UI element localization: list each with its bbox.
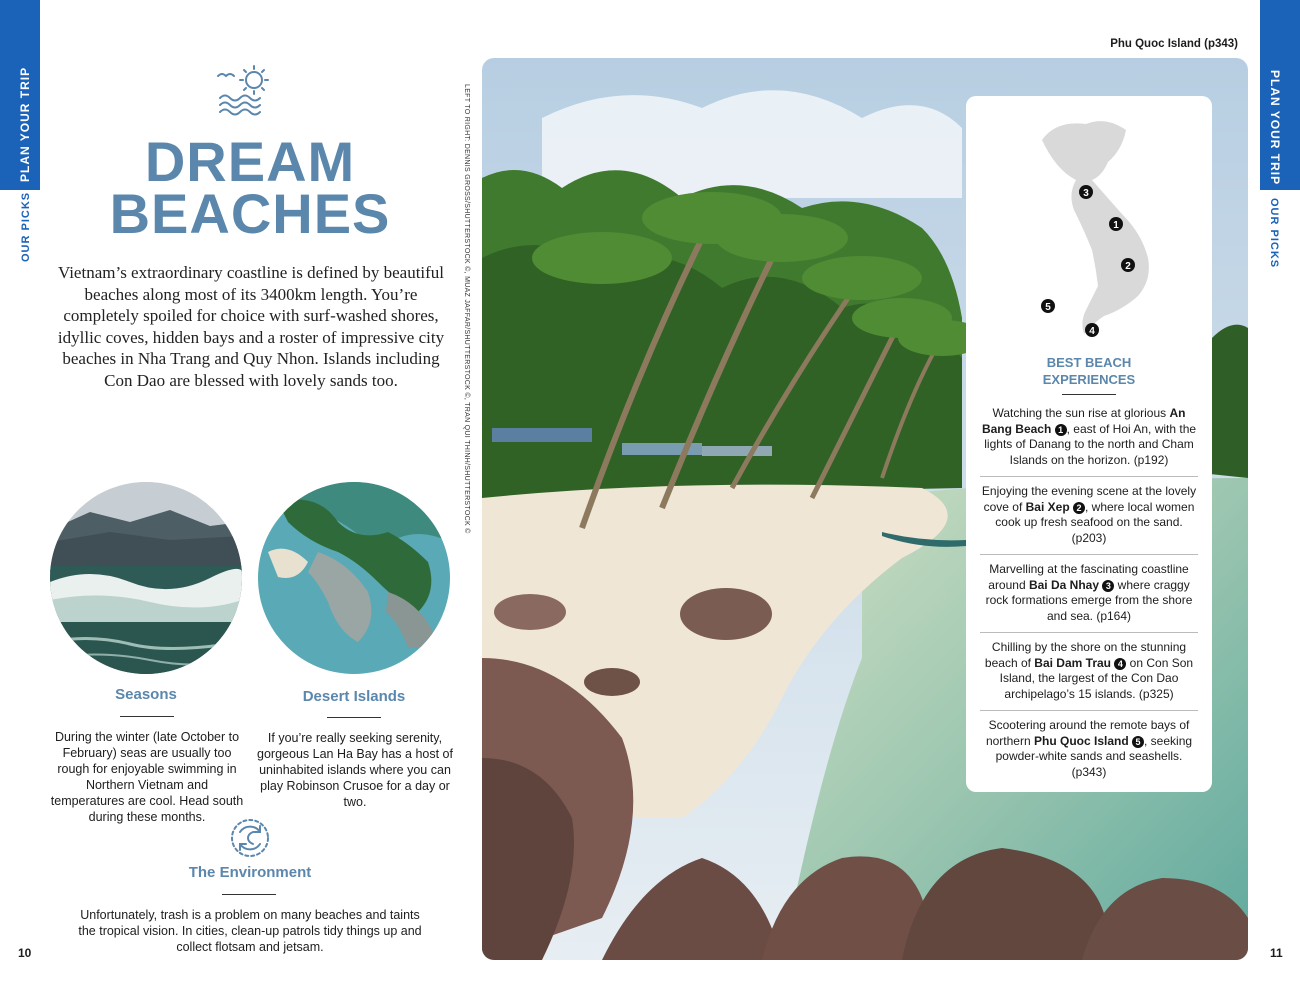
desert-islands-text: If you’re really seeking serenity, gorgeous Lan Ha Bay has a host of uninhabited islands where you can play Robinson Crusoe for a day or two.: [257, 731, 453, 809]
desert-islands-photo: [258, 482, 450, 674]
page-number-left: 10: [18, 946, 32, 960]
seasons-photo: [50, 482, 242, 674]
map-marker-1: [1109, 217, 1123, 231]
experience-5-text-end: , seeking powder-white sands and seashells. (p343): [995, 733, 1193, 779]
best-beach-heading-line-2: EXPERIENCES: [1042, 372, 1136, 387]
environment-rule: [222, 894, 276, 895]
photo-caption: Phu Quoc Island (p343): [1110, 38, 1238, 50]
experience-5-place: Phu Quoc Island: [1033, 733, 1129, 748]
experience-2-number: 2: [1073, 502, 1085, 514]
desert-islands-rule: [327, 717, 381, 718]
experience-4-text-end: on Con Son Island, the largest of the Con Dao archipelago’s 15 islands. (p325): [999, 655, 1194, 701]
svg-text:3: 3: [1083, 188, 1089, 199]
best-beach-rule: [1062, 394, 1116, 395]
map-marker-4: [1085, 323, 1099, 337]
vietnam-map: [1026, 110, 1166, 340]
experience-item-4: [980, 640, 1198, 702]
photo-credit: LEFT TO RIGHT: DENNIS GROSS/SHUTTERSTOCK ©, MUAZ JAFFAR/SHUTTERSTOCK ©, TRAN QUI THINH/SHUTTERSTOCK ©: [463, 84, 470, 534]
our-picks-label-right: OUR PICKS: [1268, 198, 1280, 269]
experience-divider: [980, 554, 1198, 555]
experience-divider: [980, 632, 1198, 633]
page-number-right: 11: [1270, 946, 1283, 960]
experience-1-text-end: , east of Hoi An, with the lights of Danang to the north and Cham Islands on the horizon. (p192): [984, 421, 1197, 467]
experience-3-place: Bai Da Nhay: [1028, 577, 1099, 592]
experience-divider: [980, 476, 1198, 477]
plan-your-trip-label-right: PLAN YOUR TRIP: [1268, 70, 1282, 186]
experience-5-number: 5: [1132, 736, 1144, 748]
seasons-heading: Seasons: [115, 686, 177, 703]
svg-text:4: 4: [1089, 326, 1095, 337]
svg-text:5: 5: [1045, 302, 1051, 313]
environment-heading: The Environment: [188, 864, 312, 881]
environment-text: Unfortunately, trash is a problem on many beaches and taints the tropical vision. In cities, clean-up patrols tidy things up and collect flotsam and jetsam.: [78, 908, 422, 954]
experience-item-5: [980, 718, 1198, 780]
experience-4-text: Chilling by the shore on the stunning beach of: [984, 640, 1187, 670]
experience-3-text: Marvelling at the fascinating coastline around: [988, 562, 1189, 592]
experience-1-place: An Bang Beach: [981, 406, 1186, 436]
map-marker-3: [1079, 185, 1093, 199]
experience-4-place: Bai Dam Trau: [1034, 655, 1111, 670]
intro-paragraph: Vietnam’s extraordinary coastline is defined by beautiful beaches along most of its 3400km length. You’re completely spoiled for choice with surf-washed shores, idyllic coves, hidden bays and a roster of impressive city beaches in Nha Trang and Quy Nhon. Islands including Con Dao are blessed with lovely sands too.: [57, 263, 445, 390]
svg-text:1: 1: [1113, 220, 1119, 231]
experience-5-text: Scootering around the remote bays of northern: [985, 718, 1190, 748]
map-marker-5: [1041, 299, 1055, 313]
seasons-text: During the winter (late October to February) seas are usually too rough for enjoyable swimming in Northern Vietnam and temperatures are cool. Head south during these months.: [50, 730, 244, 824]
map-marker-2: [1121, 258, 1135, 272]
title-line-1: DREAM: [144, 130, 356, 193]
best-beach-panel: [966, 96, 1212, 792]
desert-islands-heading: Desert Islands: [302, 688, 406, 705]
experience-1-number: 1: [1055, 424, 1067, 436]
experience-3-text-end: where craggy rock formations emerge from the shore and sea. (p164): [985, 577, 1193, 623]
svg-text:2: 2: [1125, 261, 1131, 272]
experience-item-2: [980, 484, 1198, 546]
page-title: [60, 130, 440, 245]
best-beach-heading: [966, 354, 1212, 388]
experience-item-1: [980, 406, 1198, 468]
experience-4-number: 4: [1114, 658, 1126, 670]
seasons-rule: [120, 716, 174, 717]
experience-3-number: 3: [1102, 580, 1114, 592]
title-line-2: BEACHES: [109, 182, 391, 245]
best-beach-heading-line-1: BEST BEACH: [1046, 355, 1132, 370]
our-picks-label-left: OUR PICKS: [20, 191, 32, 262]
experience-1-text: Watching the sun rise at glorious: [992, 406, 1170, 420]
experience-2-place: Bai Xep: [1025, 499, 1070, 514]
recycle-icon: [226, 816, 274, 860]
experience-2-text-end: , where local women cook up fresh seafood on the sand. (p203): [995, 499, 1195, 545]
sun-waves-icon: [214, 64, 272, 116]
experience-divider: [980, 710, 1198, 711]
experience-item-3: [980, 562, 1198, 624]
plan-your-trip-label-left: PLAN YOUR TRIP: [18, 66, 32, 182]
experience-2-text: Enjoying the evening scene at the lovely cove of: [981, 484, 1197, 514]
